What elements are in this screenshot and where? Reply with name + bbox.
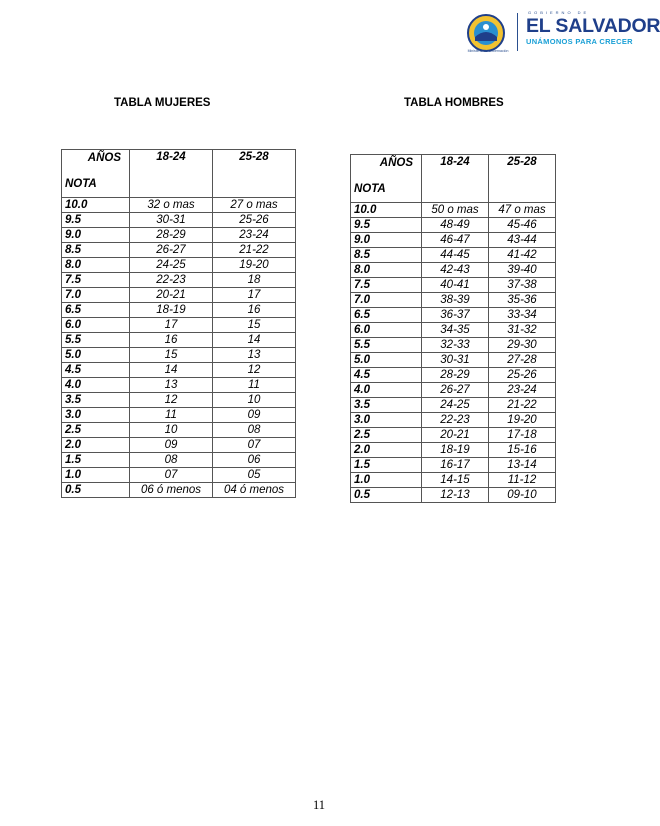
age-18-24-cell: 36-37: [422, 308, 489, 323]
age-18-24-cell: 10: [130, 423, 213, 438]
table-row: [62, 243, 296, 258]
age-25-28-cell: 18: [213, 273, 296, 288]
age-18-24-cell: 24-25: [422, 398, 489, 413]
nota-cell: 1.0: [62, 468, 130, 483]
nota-cell: 8.0: [351, 263, 422, 278]
header-nota: NOTA: [354, 183, 386, 195]
nota-cell: 7.0: [62, 288, 130, 303]
nota-cell: 1.5: [351, 458, 422, 473]
age-25-28-cell: 09-10: [489, 488, 556, 503]
age-18-24-cell: 16: [130, 333, 213, 348]
table-row: [351, 458, 556, 473]
nota-cell: 7.5: [351, 278, 422, 293]
nota-cell: 3.0: [351, 413, 422, 428]
nota-cell: 10.0: [62, 198, 130, 213]
nota-cell: 10.0: [351, 203, 422, 218]
nota-cell: 3.5: [351, 398, 422, 413]
age-18-24-cell: 11: [130, 408, 213, 423]
age-18-24-cell: 32-33: [422, 338, 489, 353]
age-25-28-cell: 04 ó menos: [213, 483, 296, 498]
nota-cell: 9.0: [62, 228, 130, 243]
table-row: [351, 338, 556, 353]
nota-cell: 1.5: [62, 453, 130, 468]
age-18-24-cell: 48-49: [422, 218, 489, 233]
age-18-24-cell: 28-29: [422, 368, 489, 383]
age-18-24-cell: 30-31: [422, 353, 489, 368]
table-row: [351, 473, 556, 488]
table-row: [351, 293, 556, 308]
seal-caption: Ministerio de Gobernación: [467, 49, 509, 53]
age-18-24-cell: 50 o mas: [422, 203, 489, 218]
age-25-28-cell: 17: [213, 288, 296, 303]
table-row: [351, 383, 556, 398]
header-nota: NOTA: [65, 178, 97, 190]
nota-cell: 8.5: [62, 243, 130, 258]
nota-cell: 8.5: [351, 248, 422, 263]
nota-cell: 2.0: [62, 438, 130, 453]
age-25-28-cell: 13-14: [489, 458, 556, 473]
age-25-28-cell: 17-18: [489, 428, 556, 443]
age-18-24-cell: 38-39: [422, 293, 489, 308]
nota-cell: 7.5: [62, 273, 130, 288]
age-18-24-cell: 20-21: [130, 288, 213, 303]
header-cell-anos-nota: [62, 150, 130, 198]
logo-top-text: GOBIERNO DE: [528, 10, 590, 15]
nota-cell: 3.0: [62, 408, 130, 423]
nota-cell: 4.5: [351, 368, 422, 383]
table-row: [62, 303, 296, 318]
age-18-24-cell: 24-25: [130, 258, 213, 273]
table-header-row: [351, 155, 556, 203]
nota-cell: 4.0: [62, 378, 130, 393]
table-row: [351, 353, 556, 368]
table-hombres: [350, 154, 556, 503]
logo-slogan: UNÁMONOS PARA CRECER: [526, 37, 633, 46]
table-row: [351, 368, 556, 383]
table-row: [351, 413, 556, 428]
header-age-18-24: 18-24: [422, 155, 489, 203]
age-25-28-cell: 11: [213, 378, 296, 393]
age-25-28-cell: 13: [213, 348, 296, 363]
nota-cell: 5.5: [62, 333, 130, 348]
nota-cell: 5.0: [351, 353, 422, 368]
age-25-28-cell: 07: [213, 438, 296, 453]
table-row: [62, 453, 296, 468]
age-25-28-cell: 06: [213, 453, 296, 468]
age-18-24-cell: 28-29: [130, 228, 213, 243]
age-25-28-cell: 11-12: [489, 473, 556, 488]
table-row: [62, 483, 296, 498]
header-age-25-28: 25-28: [213, 150, 296, 198]
age-18-24-cell: 18-19: [422, 443, 489, 458]
nota-cell: 0.5: [62, 483, 130, 498]
age-18-24-cell: 34-35: [422, 323, 489, 338]
nota-cell: 6.0: [62, 318, 130, 333]
age-18-24-cell: 22-23: [130, 273, 213, 288]
table-row: [62, 468, 296, 483]
table-row: [62, 333, 296, 348]
table-row: [62, 213, 296, 228]
age-18-24-cell: 42-43: [422, 263, 489, 278]
age-25-28-cell: 19-20: [489, 413, 556, 428]
table-row: [62, 363, 296, 378]
age-25-28-cell: 37-38: [489, 278, 556, 293]
table-row: [62, 378, 296, 393]
age-18-24-cell: 12-13: [422, 488, 489, 503]
table-row: [62, 228, 296, 243]
age-25-28-cell: 41-42: [489, 248, 556, 263]
table-row: [62, 198, 296, 213]
age-18-24-cell: 46-47: [422, 233, 489, 248]
age-25-28-cell: 05: [213, 468, 296, 483]
header-age-25-28: 25-28: [489, 155, 556, 203]
table-header-row: [62, 150, 296, 198]
age-18-24-cell: 18-19: [130, 303, 213, 318]
table-row: [351, 278, 556, 293]
table-row: [351, 443, 556, 458]
age-25-28-cell: 19-20: [213, 258, 296, 273]
table-row: [351, 428, 556, 443]
nota-cell: 6.5: [62, 303, 130, 318]
age-18-24-cell: 22-23: [422, 413, 489, 428]
age-18-24-cell: 30-31: [130, 213, 213, 228]
age-18-24-cell: 09: [130, 438, 213, 453]
nota-cell: 9.5: [62, 213, 130, 228]
age-25-28-cell: 25-26: [489, 368, 556, 383]
table-row: [351, 263, 556, 278]
age-25-28-cell: 21-22: [213, 243, 296, 258]
age-25-28-cell: 16: [213, 303, 296, 318]
age-18-24-cell: 15: [130, 348, 213, 363]
age-25-28-cell: 21-22: [489, 398, 556, 413]
header-cell-anos-nota: [351, 155, 422, 203]
age-18-24-cell: 06 ó menos: [130, 483, 213, 498]
age-18-24-cell: 40-41: [422, 278, 489, 293]
age-25-28-cell: 31-32: [489, 323, 556, 338]
age-25-28-cell: 43-44: [489, 233, 556, 248]
table-row: [62, 318, 296, 333]
nota-cell: 2.5: [351, 428, 422, 443]
table-row: [351, 233, 556, 248]
age-25-28-cell: 45-46: [489, 218, 556, 233]
table-row: [62, 438, 296, 453]
government-seal-icon: [466, 13, 506, 53]
age-25-28-cell: 47 o mas: [489, 203, 556, 218]
age-18-24-cell: 26-27: [130, 243, 213, 258]
logo-main-text: EL SALVADOR: [526, 15, 660, 37]
page-number: 11: [312, 798, 326, 812]
age-18-24-cell: 14: [130, 363, 213, 378]
age-25-28-cell: 09: [213, 408, 296, 423]
nota-cell: 9.0: [351, 233, 422, 248]
table-row: [351, 218, 556, 233]
nota-cell: 9.5: [351, 218, 422, 233]
age-25-28-cell: 23-24: [489, 383, 556, 398]
age-25-28-cell: 27 o mas: [213, 198, 296, 213]
table-title-mujeres: TABLA MUJERES: [114, 97, 211, 109]
age-18-24-cell: 16-17: [422, 458, 489, 473]
age-18-24-cell: 13: [130, 378, 213, 393]
age-18-24-cell: 44-45: [422, 248, 489, 263]
nota-cell: 3.5: [62, 393, 130, 408]
table-row: [351, 398, 556, 413]
table-row: [351, 323, 556, 338]
header-age-18-24: 18-24: [130, 150, 213, 198]
table-row: [62, 258, 296, 273]
age-18-24-cell: 32 o mas: [130, 198, 213, 213]
header-logo: [462, 8, 660, 58]
age-25-28-cell: 15-16: [489, 443, 556, 458]
age-25-28-cell: 33-34: [489, 308, 556, 323]
table-row: [62, 423, 296, 438]
table-row: [351, 488, 556, 503]
age-25-28-cell: 10: [213, 393, 296, 408]
table-row: [62, 273, 296, 288]
nota-cell: 7.0: [351, 293, 422, 308]
age-18-24-cell: 07: [130, 468, 213, 483]
nota-cell: 4.5: [62, 363, 130, 378]
table-row: [62, 408, 296, 423]
table-row: [62, 348, 296, 363]
header-anos: AÑOS: [87, 152, 121, 164]
logo-divider: [517, 13, 518, 51]
nota-cell: 5.0: [62, 348, 130, 363]
table-title-hombres: TABLA HOMBRES: [404, 97, 504, 109]
nota-cell: 6.0: [351, 323, 422, 338]
age-25-28-cell: 15: [213, 318, 296, 333]
age-25-28-cell: 27-28: [489, 353, 556, 368]
age-18-24-cell: 26-27: [422, 383, 489, 398]
age-25-28-cell: 39-40: [489, 263, 556, 278]
nota-cell: 6.5: [351, 308, 422, 323]
nota-cell: 5.5: [351, 338, 422, 353]
age-18-24-cell: 14-15: [422, 473, 489, 488]
age-18-24-cell: 12: [130, 393, 213, 408]
table-row: [62, 393, 296, 408]
age-25-28-cell: 12: [213, 363, 296, 378]
nota-cell: 8.0: [62, 258, 130, 273]
nota-cell: 2.0: [351, 443, 422, 458]
age-25-28-cell: 08: [213, 423, 296, 438]
table-row: [351, 308, 556, 323]
age-25-28-cell: 14: [213, 333, 296, 348]
nota-cell: 4.0: [351, 383, 422, 398]
age-25-28-cell: 23-24: [213, 228, 296, 243]
header-anos: AÑOS: [379, 157, 413, 169]
nota-cell: 2.5: [62, 423, 130, 438]
age-25-28-cell: 25-26: [213, 213, 296, 228]
nota-cell: 0.5: [351, 488, 422, 503]
table-row: [351, 248, 556, 263]
age-18-24-cell: 08: [130, 453, 213, 468]
age-18-24-cell: 20-21: [422, 428, 489, 443]
age-25-28-cell: 29-30: [489, 338, 556, 353]
age-18-24-cell: 17: [130, 318, 213, 333]
age-25-28-cell: 35-36: [489, 293, 556, 308]
table-row: [351, 203, 556, 218]
table-row: [62, 288, 296, 303]
table-mujeres: [61, 149, 296, 498]
nota-cell: 1.0: [351, 473, 422, 488]
